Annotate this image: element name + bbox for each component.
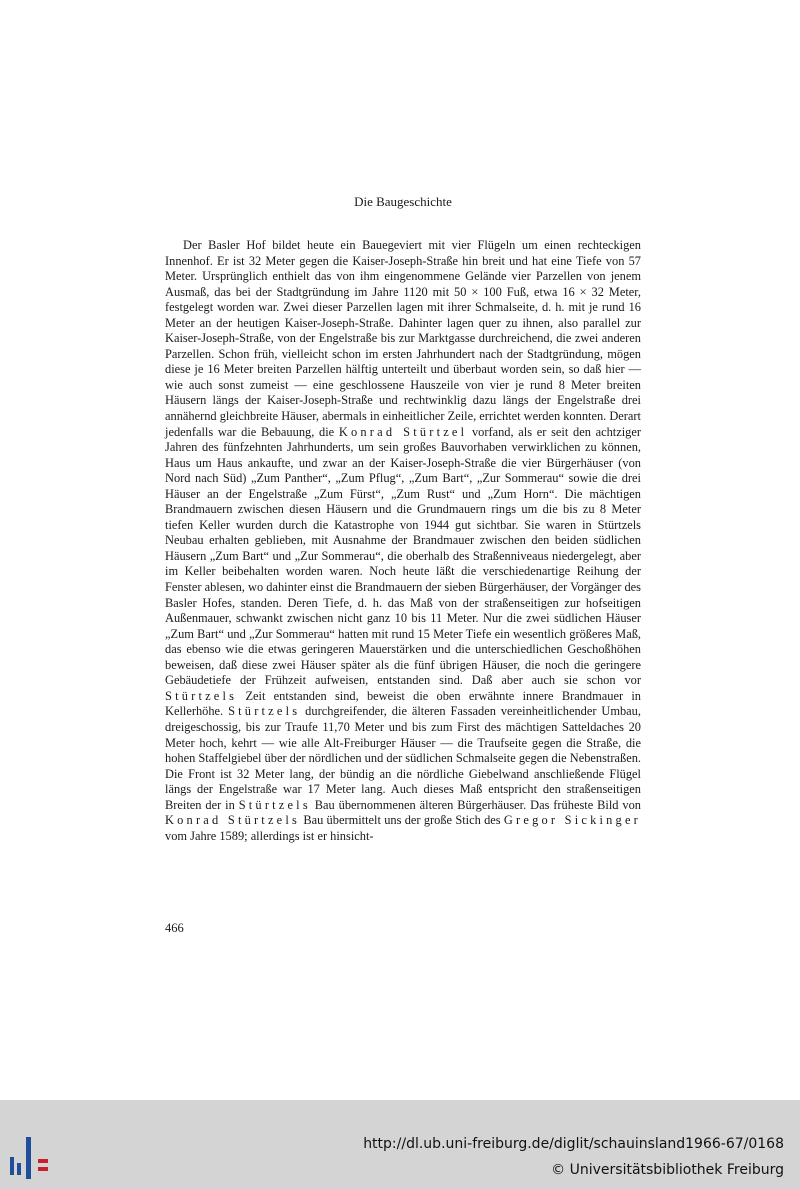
body-paragraph [165,238,641,844]
page-number: 466 [165,921,184,935]
logo-bar [38,1167,48,1171]
logo-bar [10,1157,14,1175]
permalink-url[interactable]: http://dl.ub.uni-freiburg.de/diglit/schauinsland1966-67/0168 [363,1136,784,1152]
footer-bar [0,1100,800,1189]
spaced-name: Stürtzels [165,688,238,703]
text-run: vorfand, als er seit den achtziger Jahren des fünfzehnten Jahrhunderts, um sein großes Bauvorhaben verwirklichen zu können, Haus um Haus ankaufte, und zwar an der Kaiser-Joseph-Straße die vier Bürgerhäuser (von Nord nach Süd) „Zum Panther“, „Zum Pflug“, „Zum Bart“, „Zur Sommerau“ sowie die drei Häuser an der Engelstraße „Zum Fürst“, „Zum Rust“ und „Zum Horn“. Die mächtigen Brandmauern zwischen diesen Häusern und die Grundmauern rings um die bis zu 8 Meter tiefen Keller wurden durch die Katastrophe von 1944 gut sichtbar. Sie waren in Stürtzels Neubau erhalten geblieben, mit Ausnahme der Brandmauer zwischen den beiden südlichen Häusern „Zum Bart“ und „Zur Sommerau“, die oberhalb des Straßenniveaus niedergelegt, aber im Keller beibehalten worden waren. Noch heute läßt die verschiedenartige Reihung der Fenster ablesen, wo dahinter einst die Brandmauern der sieben Bürgerhäuser, der Vorgänger des Basler Hofes, standen. Deren Tiefe, d. h. das Maß von der straßenseitigen zur hofseitigen Außenmauer, schwankt zwischen nicht ganz 10 bis 11 Meter. Nur die zwei südlichen Häuser „Zum Bart“ und „Zur Sommerau“ hatten mit rund 15 Meter Tiefe ein wesentlich größeres Maß, das ebenso wie die etwas geringeren Mauerstärken und die unterschiedlichen Geschoßhöhen beweisen, daß diese zwei Häuser später als die fünf übrigen Häuser, die noch die geringere Gebäudetiefe der Frühzeit aufweisen, entstanden sind. Daß aber auch sie schon vor [165,424,641,688]
spaced-name: Stürtzels [238,797,311,812]
spaced-name: Stürtzels [228,704,301,719]
logo-bar [38,1159,48,1163]
spaced-name: Konrad Stürtzels [165,813,301,828]
copyright-text: © Universitätsbibliothek Freiburg [551,1162,784,1178]
text-run: Bau übermittelt uns der große Stich des [303,813,501,828]
spaced-name: Gregor Sickinger [503,813,641,828]
text-run: Zeit entstanden sind, beweist die oben erwähnte innere Brandmauer in Kellerhöhe. [165,688,641,719]
logo-bar [17,1163,21,1175]
section-heading: Die Baugeschichte [354,194,452,209]
text-run: vom Jahre 1589; allerdings ist er hinsicht- [165,828,374,843]
logo-bar [26,1137,31,1179]
text-run: Bau übernommenen älteren Bürgerhäuser. Das früheste Bild von [314,797,641,812]
text-run: durchgreifender, die älteren Fassaden vereinheitlichender Umbau, dreigeschossig, bis zur Traufe 11,70 Meter und bis zum First des mächtigen Satteldaches 20 Meter hoch, kehrt — wie alle Alt-Freiburger Häuser — die Traufseite gegen die Straße, die hohen Staffelgiebel über der nördlichen und der südlichen Schmalseite gegen die Nebenstraßen. Die Front ist 32 Meter lang, der bündig an die nördliche Giebelwand anschließende Flügel längs der Engelstraße war 17 Meter lang. Auch dieses Maß entspricht den straßenseitigen Breiten der in [165,704,641,812]
library-logo-icon [10,1137,52,1179]
spaced-name: Konrad Stürtzel [338,424,468,439]
text-run: Der Basler Hof bildet heute ein Bauegeviert mit vier Flügeln um einen rechteckigen Innenhof. Er ist 32 Meter gegen die Kaiser-Joseph-Straße hin breit und hat eine Tiefe von 57 Meter. Ursprünglich enthielt das von ihm eingenommene Gelände vier Parzellen von jenem Ausmaß, das bei der Stadtgründung im Jahre 1120 mit 50 × 100 Fuß, etwa 16 × 32 Meter, festgelegt worden war. Zwei dieser Parzellen lagen mit ihrer Schmalseite, d. h. mit je rund 16 Meter an der heutigen Kaiser-Joseph-Straße. Dahinter lagen quer zu ihnen, also parallel zur Kaiser-Joseph-Straße, von der Engelstraße bis zur Marktgasse durchreichend, die zwei anderen Parzellen. Schon früh, vielleicht schon im ersten Jahrhundert nach der Stadtgründung, mögen diese je 16 Meter breiten Parzellen hälftig unterteilt und überbaut worden sein, so daß hier — wie auch sonst zumeist — eine geschlossene Hauszeile von vier je rund 8 Meter breiten Häusern längs der Kaiser-Joseph-Straße und rechtwinklig dazu längs der Engelstraße drei annähernd gleichbreite Häuser, abermals in einheitlicher Zeile, errichtet werden konnten. Derart jedenfalls war die Bebauung, die [165,238,641,439]
